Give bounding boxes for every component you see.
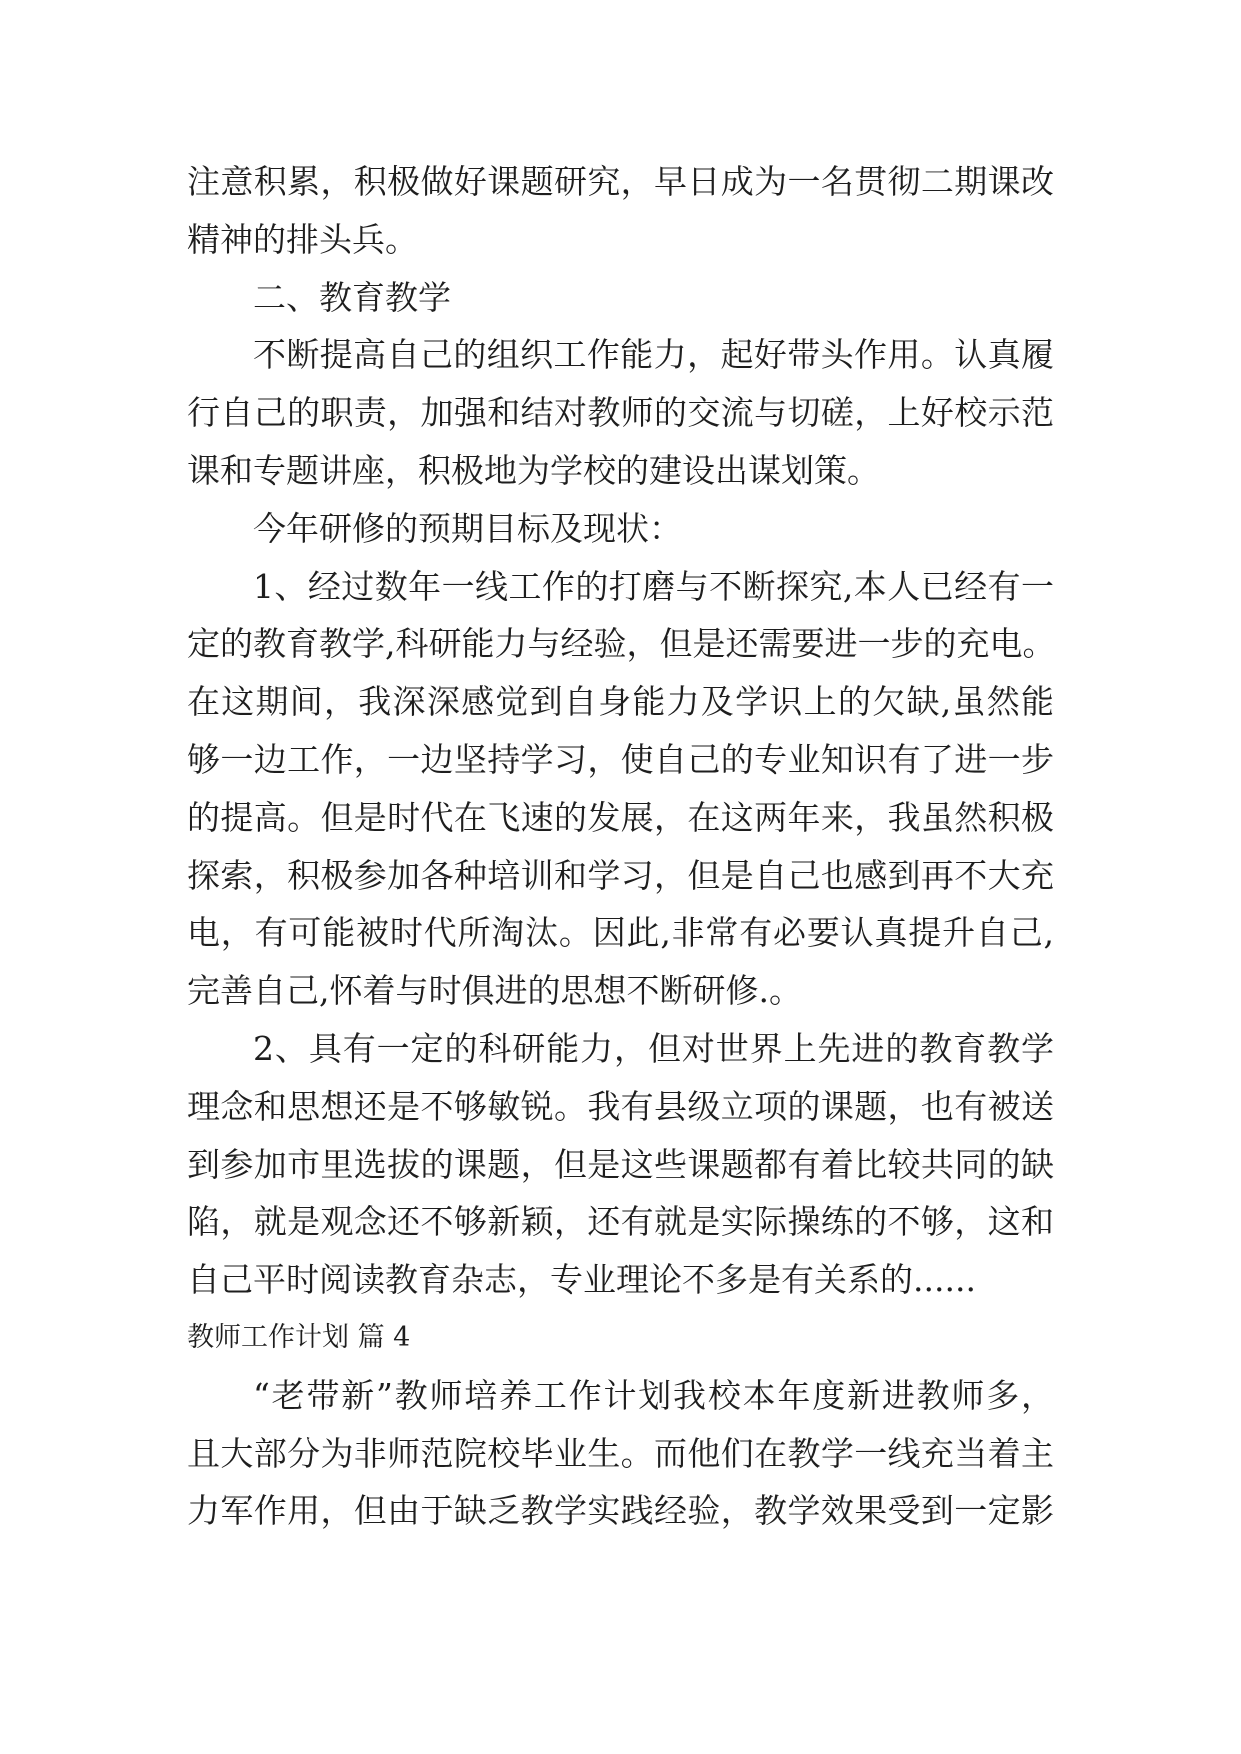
text-line: 理念和思想还是不够敏锐。我有县级立项的课题，也有被送 [187,1086,1054,1126]
text-line: 1、经过数年一线工作的打磨与不断探究,本人已经有一 [253,566,1054,606]
section-heading: 教师工作计划 篇 4 [187,1321,411,1353]
text-line: 够一边工作，一边坚持学习，使自己的专业知识有了进一步 [187,739,1054,779]
document-body [187,153,1054,1540]
text-line: 力军作用，但由于缺乏教学实践经验，教学效果受到一定影 [187,1491,1054,1531]
text-line: 到参加市里选拔的课题，但是这些课题都有着比较共同的缺 [187,1144,1054,1184]
text-line: 注意积累，积极做好课题研究，早日成为一名贯彻二期课改 [187,162,1054,201]
text-line: 陷，就是观念还不够新颖，还有就是实际操练的不够，这和 [187,1202,1054,1242]
text-line: 2、具有一定的科研能力，但对世界上先进的教育教学 [253,1028,1054,1068]
section-subheading: 二、教育教学 [253,277,451,317]
text-line: 定的教育教学,科研能力与经验，但是还需要进一步的充电。 [187,624,1056,664]
text-line: 行自己的职责，加强和结对教师的交流与切磋，上好校示范 [187,393,1054,433]
text-line: “老带新”教师培养工作计划我校本年度新进教师多， [253,1375,1054,1415]
text-line: 精神的排头兵。 [187,219,418,259]
text-line: 自己平时阅读教育杂志，专业理论不多是有关系的...... [187,1260,976,1300]
text-line: 的提高。但是时代在飞速的发展，在这两年来，我虽然积极 [187,797,1054,837]
text-line: 电，有可能被时代所淘汰。因此,非常有必要认真提升自己, [187,913,1054,953]
text-line: 不断提高自己的组织工作能力，起好带头作用。认真履 [253,335,1054,375]
text-line: 在这期间，我深深感觉到自身能力及学识上的欠缺,虽然能 [187,682,1054,722]
text-line: 且大部分为非师范院校毕业生。而他们在教学一线充当着主 [187,1433,1054,1473]
text-line: 完善自己,怀着与时俱进的思想不断研修.。 [187,971,802,1011]
text-line: 今年研修的预期目标及现状： [253,508,682,548]
text-line: 探索，积极参加各种培训和学习，但是自己也感到再不大充 [187,855,1054,895]
text-line: 课和专题讲座，积极地为学校的建设出谋划策。 [187,450,880,490]
